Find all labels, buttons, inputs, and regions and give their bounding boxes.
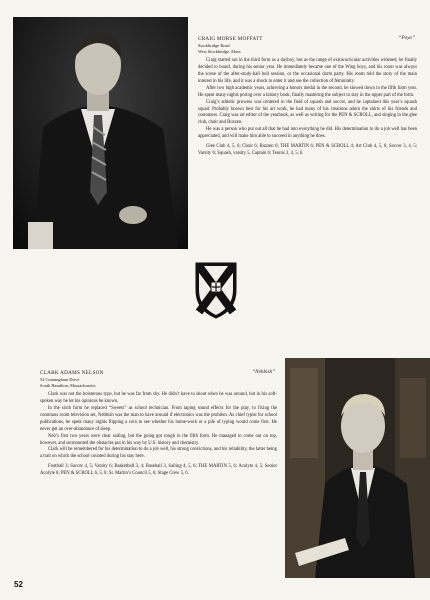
senior-entry-nelson [40,370,277,478]
portrait-photo-nelson [285,358,430,578]
bio-paragraph: After two high academic years, achieving a honors medal in the second, he slowed down in the fifth form year. He spent many nights poring over a history book, finally mastering the subject to stay in the upper part of the form. [198,85,417,98]
bio-paragraph: Clark was not the boisterous type, but he was far from shy. He didn’t have to shout when he was around, but in his soft-spoken way he let his opinions be known. [40,392,277,405]
student-name: CRAIG MORSE MOFFATT [198,36,263,42]
activities-list: Football 3; Soccer 4, 5; Varsity 6; Basketball 3, 4; Baseball 3, Sailing 4, 5, 6; THE MARTIN 5, 6; Acolyte 4, 5; Senior Acolyte 6; PEN & SCROLL 6, 5, 6; St. Martin’s Council 5, 6; Stage Crew 5, 6. [40,464,277,477]
school-crest-icon [193,260,239,320]
bio-paragraph: Craig’s athletic prowess was centered in the field of squash and soccer, and he captained this year’s squash squad. Probably known best for his art work, he had many of his creations adorn the shirts of his friends and customers. Craig was art editor of the yearbook, as well as writing for the PEN & SCROLL, and singing in the glee club, choir and Buzzen. [198,99,417,126]
student-nickname: “Nebbish” [252,369,275,375]
senior-entry-moffatt [198,36,417,158]
student-name: CLARK ADAMS NELSON [40,370,104,376]
student-address [40,377,277,388]
address-line: 54 Cunningham Drive [40,377,80,382]
page-number: 52 [14,580,23,589]
address-line: Stockbridge Road [198,43,230,48]
portrait-photo-moffatt [13,17,188,249]
activities-list: Glee Club 4, 5, 6; Choir 6; Buzzen 6; THE MARTIN 6; PEN & SCROLL 4; Art Club 4, 5, 6; Soccer 3, 4, 5; Varsity 6; Squash, varsity 5, Captain 6; Tennis 3, 4, 5, 6. [198,144,417,156]
bio-paragraph: In the sixth form he replaced “Sweets” as school technician. From taping sound effects for the play, to fixing the commons room television set, Nebbish was the man to have around if electronics was the problem. As chief typist for school publications, he spent many nights flipping a coin to see whether his home-work or a pile of typing would come first. He never got an over-abundance of sleep. [40,406,277,432]
bio-paragraph: Neb’s first two years were clear sailing, but the going got rough in the fifth form. He managed to come out on top, however, and surmounted the obstacles put in his way by U.S. history and chemistry. [40,433,277,446]
bio-paragraph: He was a person who put out all that he had into everything he did. His determination to do a job well has been appreciated, and will make him able to succeed in anything he does. [198,127,417,140]
bio-paragraph: Clark will be remembered for his determination to do a job well, his strong convictions, and his reliability, the latter being a trait on which the school counted during his stay here. [40,447,277,460]
address-line: West Stockbridge, Mass. [198,48,242,54]
student-address [198,43,417,54]
bio-paragraph: Craig started out in the third form as a dayboy, but as the range of extracurricular activities widened, he finally decided to board, during his senior year. He immediately became one of the Wing boys, and his room was always the scene of the after-study-hall bull session, or the occasional dorm party. His room told the story of the main interest in his life, and it was a shock to enter it and see the collection of femininity. [198,58,417,84]
student-nickname: “Poyo” [398,35,415,41]
address-line: South Hamilton, Massachusetts [40,382,96,388]
